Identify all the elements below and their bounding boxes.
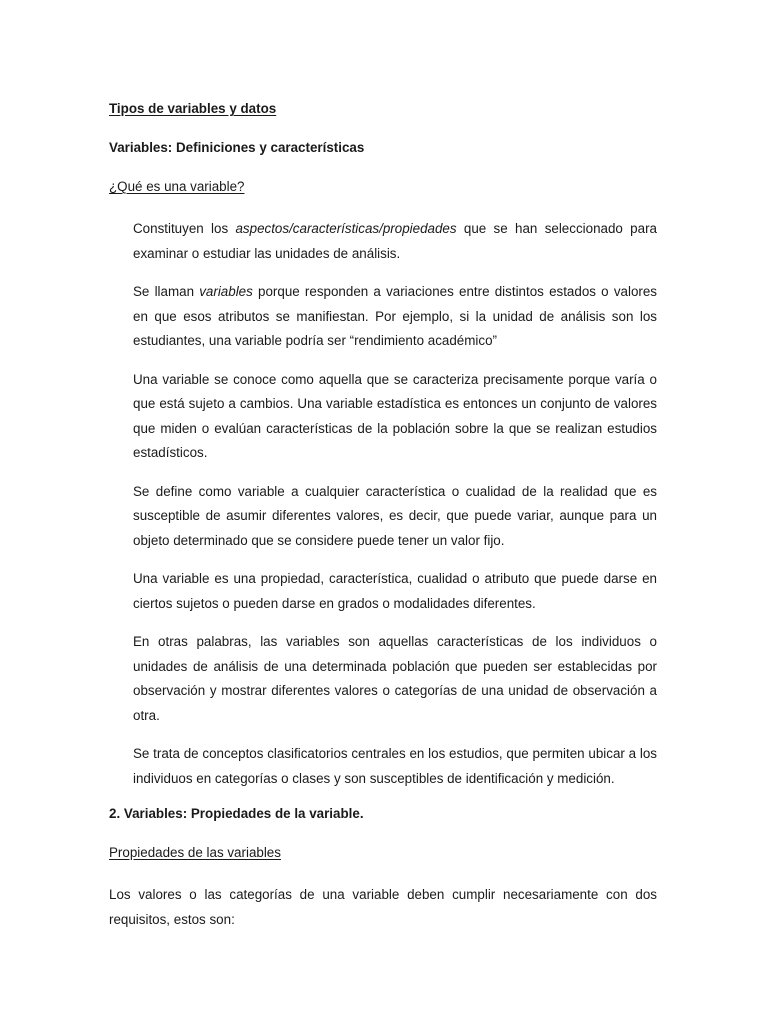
paragraph-italic-text: variables [199, 284, 253, 299]
paragraph-text: que se han seleccionado para examinar o estudiar las unidades de análisis. [133, 221, 657, 261]
question-heading: ¿Qué es una variable? [109, 179, 245, 194]
paragraph-text: porque responden a variaciones entre distintos estados o valores en que esos atributos se manifiestan. Por ejemplo, si la unidad de análisis son los estudiantes, una variable podría ser “rendimiento académico” [133, 284, 657, 348]
section-heading-definiciones: Variables: Definiciones y características [109, 140, 365, 155]
paragraph-se-trata: Se trata de conceptos clasificatorios centrales en los estudios, que permiten ubicar a los individuos en categorías o clases y son susceptibles de identificación y medición. [133, 746, 657, 786]
document-page [109, 100, 657, 932]
section-heading-propiedades: 2. Variables: Propiedades de la variable. [109, 806, 364, 821]
document-title: Tipos de variables y datos [109, 101, 277, 116]
properties-subheading: Propiedades de las variables [109, 845, 281, 860]
paragraph-text: Constituyen los [133, 221, 236, 236]
paragraph-en-otras-palabras: En otras palabras, las variables son aquellas características de los individuos o unidades de análisis de una determinada población que pueden ser establecidas por observación y mostrar diferentes valores o categorías de una unidad de observación a otra. [133, 634, 657, 723]
paragraph-una-variable-se-conoce: Una variable se conoce como aquella que se caracteriza precisamente porque varía o que está sujeto a cambios. Una variable estadística es entonces un conjunto de valores que miden o evalúan características de la población sobre la que se realizan estudios estadísticos. [133, 371, 657, 460]
paragraph-text: Se llaman [133, 284, 200, 299]
paragraph-una-variable-es: Una variable es una propiedad, característica, cualidad o atributo que puede darse en ciertos sujetos o pueden darse en grados o modalidades diferentes. [133, 571, 657, 611]
paragraph-los-valores: Los valores o las categorías de una variable deben cumplir necesariamente con dos requisitos, estos son: [109, 887, 657, 927]
paragraph-se-llaman [133, 280, 657, 354]
paragraph-constituyen [133, 217, 657, 266]
paragraph-se-define: Se define como variable a cualquier característica o cualidad de la realidad que es susceptible de asumir diferentes valores, es decir, que puede variar, aunque para un objeto determinado que se considere puede tener un valor fijo. [133, 483, 657, 548]
paragraph-italic-text: aspectos/características/propiedades [235, 221, 457, 236]
